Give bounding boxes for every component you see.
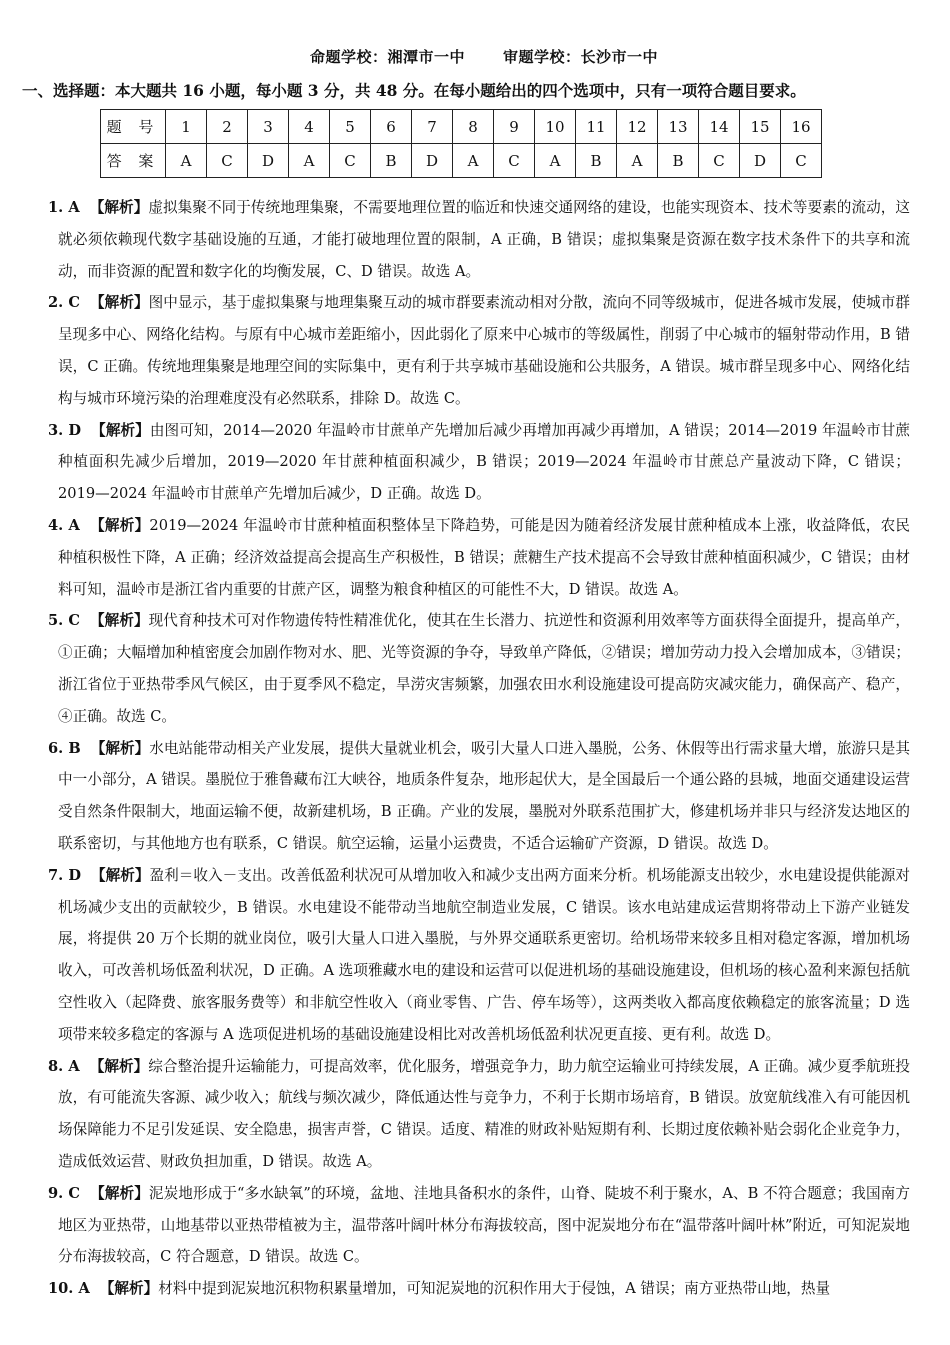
question-number: 5 (330, 110, 371, 144)
item-number: 7. D (48, 866, 82, 884)
answer-cell: C (494, 144, 535, 178)
answer-cell: D (248, 144, 289, 178)
explanation-item (48, 605, 910, 732)
answer-table-number-row (101, 110, 822, 144)
explanation-item (48, 415, 910, 510)
item-number: 6. B (48, 739, 81, 757)
item-text: 材料中提到泥炭地沉积物积累量增加，可知泥炭地的沉积作用大于侵蚀，A 错误；南方亚热带山地，热量 (158, 1280, 831, 1298)
explanation-list (48, 192, 910, 1305)
review-school: 审题学校：长沙市一中 (503, 48, 659, 66)
analysis-tag: 【解析】 (99, 1280, 159, 1298)
item-text: 图中显示，基于虚拟集聚与地理集聚互动的城市群要素流动相对分散，流向不同等级城市，促进各城市发展，使城市群呈现多中心、网络化结构。与原有中心城市差距缩小，因此弱化了原来中心城市的等级属性，削弱了中心城市的辐射带动作用，B 错误，C 正确。传统地理集聚是地理空间的实际集中，更有利于共享城市基础设施和公共服务，A 错误。城市群呈现多中心、网络化结构与城市环境污染的治理难度没有必然联系，排除 D。故选 C。 (58, 294, 910, 407)
question-number: 12 (617, 110, 658, 144)
answer-cell: B (371, 144, 412, 178)
item-text: 泥炭地形成于“多水缺氧”的环境，盆地、洼地具备积水的条件，山脊、陡坡不利于聚水，A、B 不符合题意；我国南方地区为亚热带，山地基带以亚热带植被为主，温带落叶阔叶林分布海拔较高，图中泥炭地分布在“温带落叶阔叶林”附近，可知泥炭地分布海拔较高，C 符合题意，D 错误。故选 C。 (58, 1184, 910, 1266)
analysis-tag: 【解析】 (90, 1184, 149, 1202)
answer-cell: B (658, 144, 699, 178)
analysis-tag: 【解析】 (89, 199, 149, 216)
answer-cell: C (699, 144, 740, 178)
answer-cell: D (412, 144, 453, 178)
propose-school: 命题学校：湘潭市一中 (309, 48, 465, 66)
number-row-label: 题 号 (101, 110, 166, 144)
answer-cell: A (617, 144, 658, 178)
question-number: 4 (289, 110, 330, 144)
explanation-item (48, 287, 910, 414)
question-number: 3 (248, 110, 289, 144)
item-text: 盈利＝收入－支出。改善低盈利状况可从增加收入和减少支出两方面来分析。机场能源支出较少，水电建设提供能源对机场减少支出的贡献较少，B 错误。水电建设不能带动当地航空制造业发展，C 错误。该水电站建成运营期将带动上下游产业链发展，将提供 20 万个长期的就业岗位，吸引大量人口进入墨脱，与外界交通联系更密切。给机场带来较多且相对稳定客源，增加机场收入，可改善机场低盈利状况，D 正确。A 选项雅藏水电的建设和运营可以促进机场的基础设施建设，但机场的核心盈利来源包括航空性收入（起降费、旅客服务费等）和非航空性收入（商业零售、广告、停车场等），这两类收入都高度依赖稳定的旅客流量；D 选项带来较多稳定的客源与 A 选项促进机场的基础设施建设相比对改善机场低盈利状况更直接、更有利。故选 D。 (58, 866, 910, 1043)
question-number: 6 (371, 110, 412, 144)
analysis-tag: 【解析】 (91, 421, 150, 439)
question-number: 10 (535, 110, 576, 144)
analysis-tag: 【解析】 (89, 1057, 149, 1075)
explanation-item (48, 1178, 910, 1273)
item-text: 由图可知，2014—2020 年温岭市甘蔗单产先增加后减少再增加再减少再增加，A 错误；2014—2019 年温岭市甘蔗种植面积先减少后增加，2019—2020 年甘蔗种植面积减少，B 错误；2019—2024 年温岭市甘蔗总产量波动下降，C 错误；2019—2024 年温岭市甘蔗单产先增加后减少，D 正确。故选 D。 (58, 421, 910, 503)
item-text: 水电站能带动相关产业发展，提供大量就业机会，吸引大量人口进入墨脱，公务、休假等出行需求量大增，旅游只是其中一小部分，A 错误。墨脱位于雅鲁藏布江大峡谷，地质条件复杂，地形起伏大，是全国最后一个通公路的县城，地面交通建设运营受自然条件限制大，地面运输不便，故新建机场，B 正确。产业的发展，墨脱对外联系范围扩大，修建机场并非只与经济发达地区的联系密切，与其他地方也有联系，C 错误。航空运输，运量小运费贵，不适合运输矿产资源，D 错误。故选 D。 (58, 739, 910, 852)
item-text: 综合整治提升运输能力，可提高效率，优化服务，增强竞争力，助力航空运输业可持续发展，A 正确。减少夏季航班投放，有可能流失客源、减少收入；航线与频次减少，降低通达性与竞争力，不利于长期市场培育，B 错误。放宽航线准入有可能因机场保障能力不足引发延误、安全隐患，损害声誉，C 错误。适度、精准的财政补贴短期有利、长期过度依赖补贴会弱化企业竞争力，造成低效运营、财政负担加重，D 错误。故选 A。 (58, 1057, 910, 1170)
item-number: 10. A (48, 1280, 90, 1298)
explanation-item (48, 1273, 910, 1305)
explanation-item (48, 1051, 910, 1178)
item-number: 4. A (48, 516, 80, 534)
analysis-tag: 【解析】 (89, 516, 150, 534)
question-number: 16 (781, 110, 822, 144)
explanation-item (48, 733, 910, 860)
item-number: 1. A (48, 199, 80, 216)
analysis-tag: 【解析】 (90, 739, 150, 757)
answer-cell: C (781, 144, 822, 178)
question-number: 13 (658, 110, 699, 144)
explanation-item (48, 192, 910, 287)
explanation-item (48, 860, 910, 1051)
answer-table (100, 109, 822, 178)
item-number: 9. C (48, 1184, 81, 1202)
answer-cell: A (289, 144, 330, 178)
item-number: 3. D (48, 421, 82, 439)
answer-cell: A (453, 144, 494, 178)
item-number: 8. A (48, 1057, 80, 1075)
question-number: 1 (166, 110, 207, 144)
analysis-tag: 【解析】 (89, 294, 149, 312)
item-number: 5. C (48, 612, 80, 630)
answer-cell: C (330, 144, 371, 178)
answer-cell: A (535, 144, 576, 178)
analysis-tag: 【解析】 (91, 866, 150, 884)
answer-cell: C (207, 144, 248, 178)
page-header (58, 46, 910, 67)
item-number: 2. C (48, 294, 80, 312)
answer-cell: A (166, 144, 207, 178)
question-number: 11 (576, 110, 617, 144)
question-number: 8 (453, 110, 494, 144)
answer-cell: B (576, 144, 617, 178)
question-number: 15 (740, 110, 781, 144)
explanation-item (48, 510, 910, 605)
question-number: 14 (699, 110, 740, 144)
item-text: 现代育种技术可对作物遗传特性精准优化，使其在生长潜力、抗逆性和资源利用效率等方面获得全面提升，提高单产，①正确；大幅增加种植密度会加剧作物对水、肥、光等资源的争夺，导致单产降低，②错误；增加劳动力投入会增加成本，③错误；浙江省位于亚热带季风气候区，由于夏季风不稳定，旱涝灾害频繁，加强农田水利设施建设可提高防灾减灾能力，确保高产、稳产，④正确。故选 C。 (58, 612, 910, 725)
item-text: 2019—2024 年温岭市甘蔗种植面积整体呈下降趋势，可能是因为随着经济发展甘蔗种植成本上涨，收益降低，农民种植积极性下降，A 正确；经济效益提高会提高生产积极性，B 错误；蔗糖生产技术提高不会导致甘蔗种植面积减少，C 错误；由材料可知，温岭市是浙江省内重要的甘蔗产区，调整为粮食种植区的可能性不大，D 错误。故选 A。 (58, 516, 910, 598)
answer-table-answer-row (101, 144, 822, 178)
analysis-tag: 【解析】 (89, 612, 149, 630)
answer-row-label: 答 案 (101, 144, 166, 178)
answer-cell: D (740, 144, 781, 178)
question-number: 7 (412, 110, 453, 144)
question-number: 9 (494, 110, 535, 144)
question-number: 2 (207, 110, 248, 144)
item-text: 虚拟集聚不同于传统地理集聚，不需要地理位置的临近和快速交通网络的建设，也能实现资本、技术等要素的流动，这就必须依赖现代数字基础设施的互通，才能打破地理位置的限制，A 正确，B 错误；虚拟集聚是资源在数字技术条件下的共享和流动，而非资源的配置和数字化的均衡发展，C、D 错误。故选 A。 (58, 199, 910, 280)
section-title: 一、选择题：本大题共 16 小题，每小题 3 分，共 48 分。在每小题给出的四个选项中，只有一项符合题目要求。 (22, 81, 806, 100)
